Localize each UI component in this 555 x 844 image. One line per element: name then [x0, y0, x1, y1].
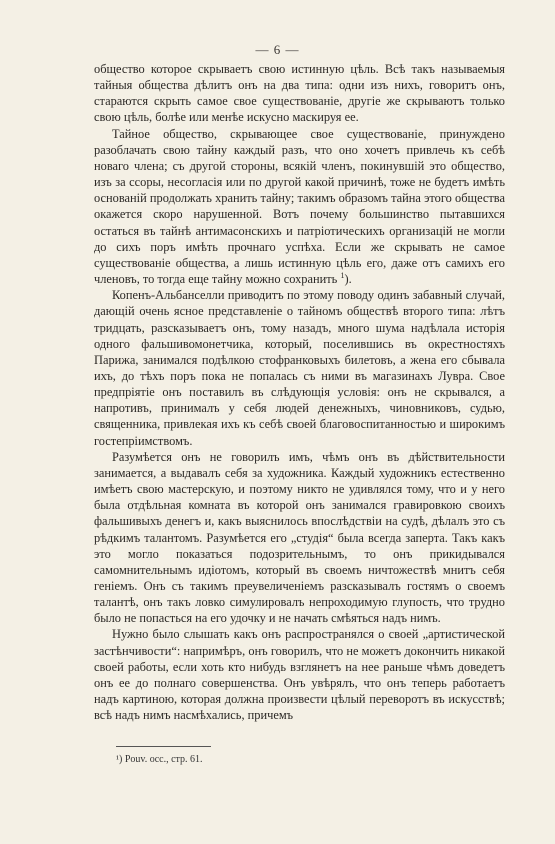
footnote-reference-tail: ). [344, 272, 352, 287]
paragraph-5: Нужно было слышать какъ онъ распространялся о своей „артистической застѣнчивости“: напримѣръ, онъ говорилъ, что не можетъ докончить никакой своей работы, если хоть кто нибудь взглянетъ на нее раньше чѣмъ доведетъ онъ ее до полнаго совершенства. Онъ увѣрялъ, что онъ теперь работаетъ надъ картиною, которая должна произвести цѣлый переворотъ въ искусствѣ; всѣ надъ нимъ насмѣхались, причемъ [94, 627, 505, 723]
body-text [94, 61, 505, 723]
paragraph-2-text: Тайное общество, скрывающее свое существованіе, принуждено разоблачать свою тайну каждый разъ, что оно хочетъ привлечь къ себѣ новаго члена; съ другой стороны, всякій членъ, покинувшій это общество, изъ за ссоры, несогласія или по другой какой причинѣ, тоже не будетъ имѣть основаній продолжать хранить тайну; такимъ образомъ тайна этого общества окажется скоро нарушенной. Вотъ почему большинство пытавшихся остаться въ тайнѣ антимасонскихъ и патріотическихъ организацій не могли до сихъ поръ имѣть прочнаго успѣха. Если же скрывать не самое существованіе общества, а лишь истинную цѣль его, даже отъ самихъ его членовъ, то тогда еще тайну можно сохранить [94, 126, 505, 287]
footnote-reference: 1 [340, 270, 345, 280]
paragraph-4: Разумѣется онъ не говорилъ имъ, чѣмъ онъ въ дѣйствительности занимается, а выдавалъ себя за художника. Каждый художникъ естественно имѣетъ свою мастерскую, и поэтому никто не удивлялся тому, что и у него была отдѣльная комната въ которой онъ занимался гравировкою своихъ фальшивыхъ денегъ и, какъ выяснилось впослѣдствіи на судѣ, дѣлалъ это съ рѣдкимъ талантомъ. Разумѣется его „студія“ была всегда заперта. Такъ какъ это могло показаться подозрительнымъ, то онъ прикидывался самомнительнымъ идіотомъ, который въ своемъ ничтожествѣ мнитъ себя геніемъ. Онъ съ такимъ преувеличеніемъ разсказывалъ гостямъ о своемъ талантѣ, онъ такъ ловко симулировалъ непроходимую глупость, что трудно было не попасться на его удочку и не начать смѣяться надъ нимъ. [94, 449, 505, 626]
paragraph-2 [94, 126, 505, 288]
page-number: — 6 — [255, 42, 300, 57]
footnote-divider [116, 746, 211, 747]
footnote: ¹) Pouv. occ., стр. 61. [116, 754, 203, 765]
paragraph-3: Копенъ-Альбанселли приводитъ по этому поводу одинъ забавный случай, дающій очень ясное представленіе о тайномъ обществѣ второго типа: лѣтъ тридцать, разсказываетъ онъ, тому назадъ, много шума надѣлала исторія одного фальшивомонетчика, который, поселившись въ окрестностяхъ Парижа, занимался подѣлкою стофранковыхъ билетовъ, а жена его сбывала ихъ, до тѣхъ поръ пока не попалась съ ними въ магазинахъ Лувра. Свое предпріятіе онъ поставилъ въ слѣдующія условія: онъ не скрывался, а напротивъ, принималъ у себя людей денежныхъ, чиновниковъ, судью, священника, привлекая ихъ къ себѣ своей благовоспитанностью и широкимъ гостепріимствомъ. [94, 288, 505, 448]
paragraph-1: общество которое скрываетъ свою истинную цѣль. Всѣ такъ называемыя тайныя общества дѣлитъ онъ на два типа: одни изъ нихъ, говоритъ онъ, стараются скрыть самое свое существованіе, другіе же скрываютъ только свою цѣль, болѣе или менѣе искусно маскируя ее. [94, 62, 505, 125]
